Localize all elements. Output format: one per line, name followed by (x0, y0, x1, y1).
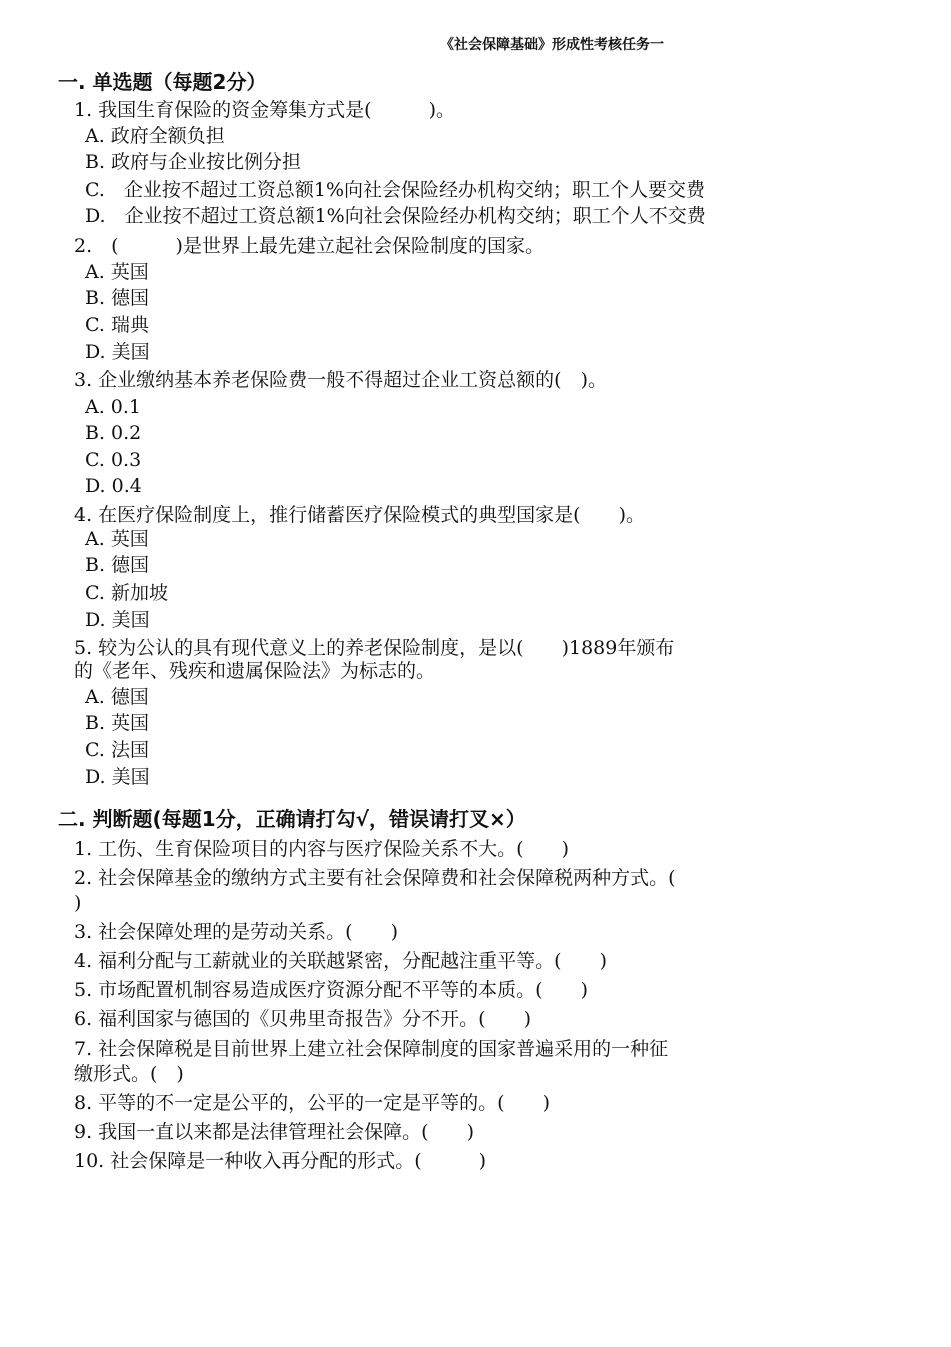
section-heading-single-choice: 一. 单选题（每题2分） (58, 70, 267, 94)
question-1-option-a: A. 政府全额负担 (85, 125, 225, 147)
judgment-question-8: 8. 平等的不一定是公平的，公平的一定是平等的。( ) (74, 1092, 550, 1114)
judgment-question-4: 4. 福利分配与工薪就业的关联越紧密，分配越注重平等。( ) (74, 950, 607, 972)
question-4-stem: 4. 在医疗保险制度上，推行储蓄医疗保险模式的典型国家是( )。 (74, 504, 645, 526)
question-2-option-a: A. 英国 (85, 261, 149, 283)
judgment-question-6: 6. 福利国家与德国的《贝弗里奇报告》分不开。( ) (74, 1008, 531, 1030)
judgment-question-1: 1. 工伤、生育保险项目的内容与医疗保险关系不大。( ) (74, 838, 569, 860)
question-5-stem-line2: 的《老年、残疾和遗属保险法》为标志的。 (74, 660, 436, 682)
question-1-option-b: B. 政府与企业按比例分担 (85, 151, 302, 173)
judgment-question-10: 10. 社会保障是一种收入再分配的形式。( ) (74, 1150, 487, 1172)
question-5-option-b: B. 英国 (85, 712, 150, 734)
question-5-option-d: D. 美国 (85, 766, 150, 788)
question-3-option-c: C. 0.3 (85, 449, 142, 471)
judgment-question-5: 5. 市场配置机制容易造成医疗资源分配不平等的本质。( ) (74, 979, 588, 1001)
question-1-option-c: C. 企业按不超过工资总额1%向社会保险经办机构交纳；职工个人要交费 (85, 179, 706, 201)
question-5-stem-line1: 5. 较为公认的具有现代意义上的养老保险制度，是以( )1889年颁布 (74, 637, 675, 659)
question-5-option-a: A. 德国 (85, 686, 149, 708)
judgment-question-9: 9. 我国一直以来都是法律管理社会保障。( ) (74, 1121, 474, 1143)
question-4-option-b: B. 德国 (85, 554, 150, 576)
question-1-stem: 1. 我国生育保险的资金筹集方式是( )。 (74, 99, 455, 121)
judgment-question-2-line1: 2. 社会保障基金的缴纳方式主要有社会保障费和社会保障税两种方式。( (74, 867, 676, 889)
question-5-option-c: C. 法国 (85, 739, 149, 761)
question-3-option-a: A. 0.1 (85, 396, 142, 418)
question-3-option-b: B. 0.2 (85, 422, 142, 444)
question-2-option-d: D. 美国 (85, 341, 150, 363)
question-4-option-c: C. 新加坡 (85, 582, 168, 604)
question-2-stem: 2. ( )是世界上最先建立起社会保险制度的国家。 (74, 235, 544, 257)
question-2-option-c: C. 瑞典 (85, 314, 149, 336)
document-title: 《社会保障基础》形成性考核任务一 (440, 37, 664, 53)
question-3-stem: 3. 企业缴纳基本养老保险费一般不得超过企业工资总额的( )。 (74, 369, 607, 391)
question-2-option-b: B. 德国 (85, 287, 150, 309)
question-4-option-a: A. 英国 (85, 528, 149, 550)
question-3-option-d: D. 0.4 (85, 475, 142, 497)
section-heading-true-false: 二. 判断题(每题1分，正确请打勾√，错误请打叉×） (58, 807, 526, 831)
judgment-question-2-line2: ) (74, 892, 82, 914)
judgment-question-7-line1: 7. 社会保障税是目前世界上建立社会保障制度的国家普遍采用的一种征 (74, 1038, 669, 1060)
judgment-question-3: 3. 社会保障处理的是劳动关系。( ) (74, 921, 398, 943)
question-4-option-d: D. 美国 (85, 609, 150, 631)
judgment-question-7-line2: 缴形式。( ) (74, 1063, 184, 1085)
question-1-option-d: D. 企业按不超过工资总额1%向社会保险经办机构交纳；职工个人不交费 (85, 205, 706, 227)
